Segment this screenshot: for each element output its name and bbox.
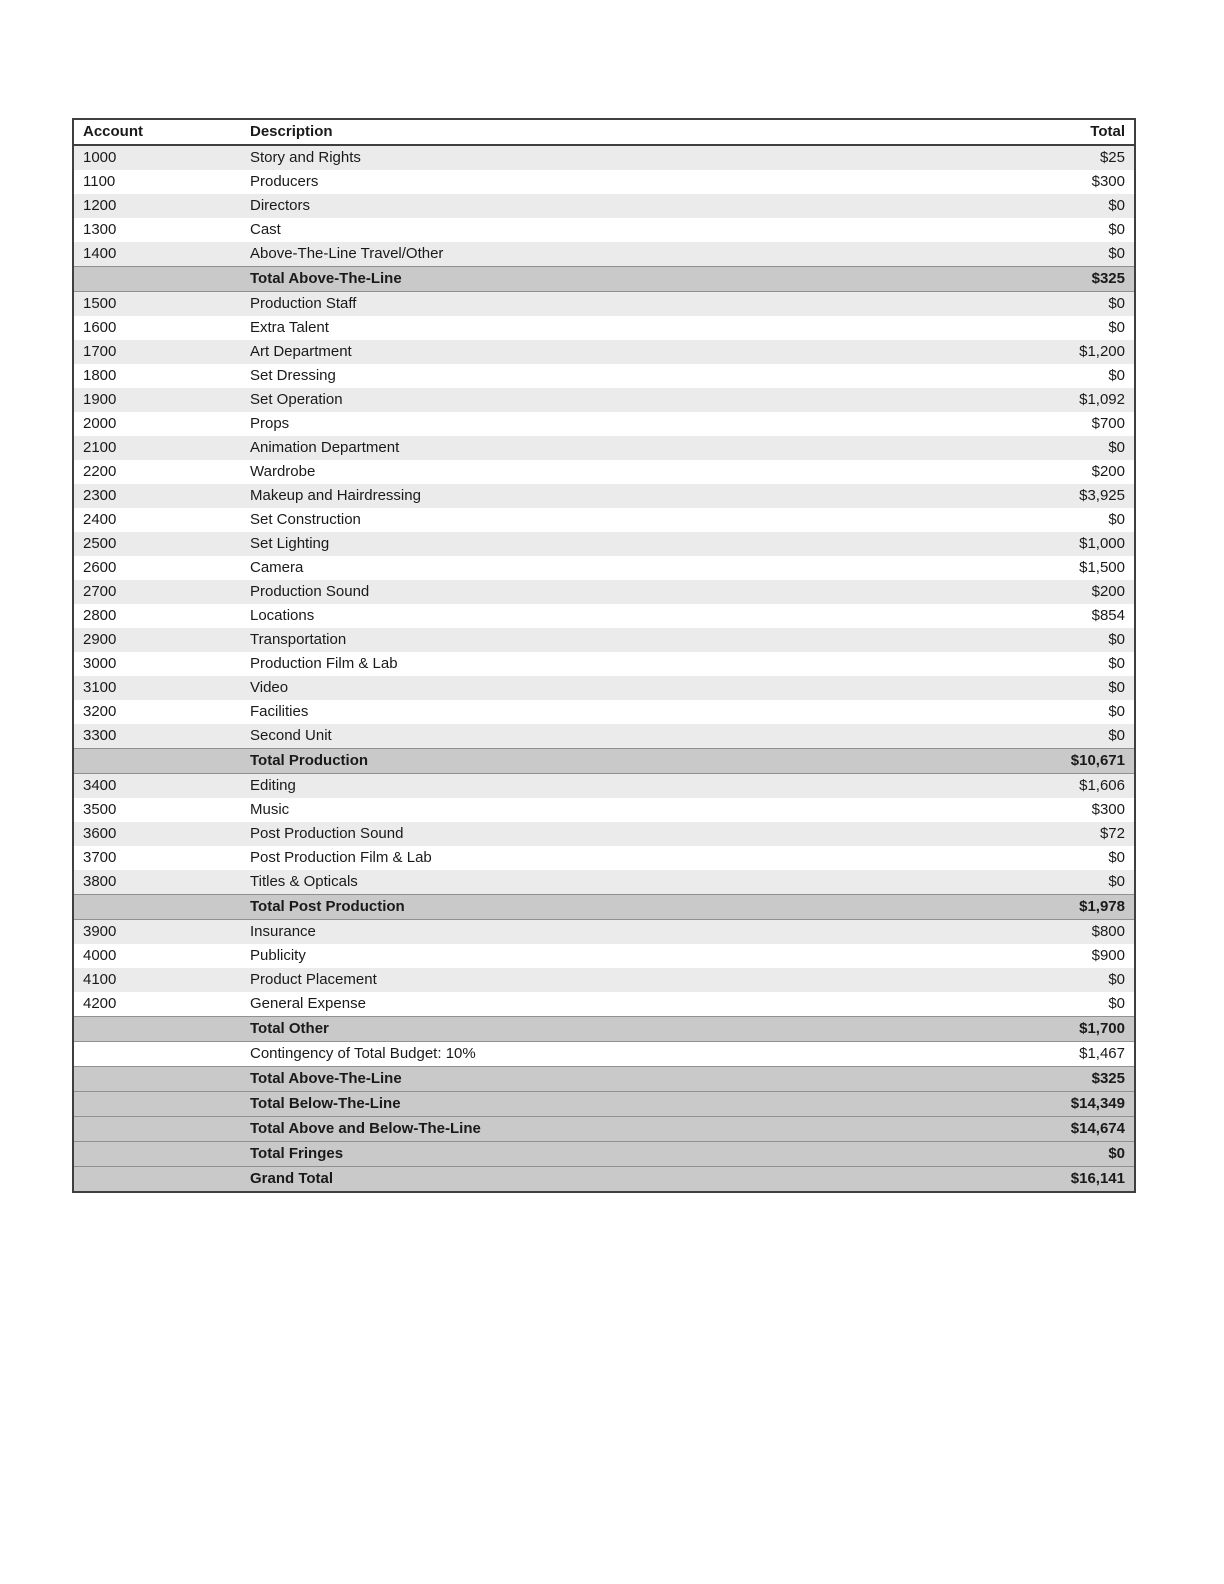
description-cell: Production Sound xyxy=(250,583,370,600)
table-row xyxy=(73,532,1135,556)
section-total-row xyxy=(73,267,1135,292)
table-row xyxy=(73,460,1135,484)
total-cell: $0 xyxy=(1108,873,1125,890)
account-cell: 1100 xyxy=(83,173,116,190)
total-cell: $0 xyxy=(1108,849,1125,866)
table-row xyxy=(73,774,1135,799)
account-cell: 1000 xyxy=(83,149,117,166)
table-row xyxy=(73,292,1135,317)
account-cell xyxy=(73,1067,241,1092)
description-cell: Locations xyxy=(250,607,315,624)
total-cell: $0 xyxy=(1108,1145,1125,1162)
account-cell: 3000 xyxy=(83,655,117,672)
description-cell: Production Film & Lab xyxy=(250,655,398,672)
description-cell: Grand Total xyxy=(250,1170,334,1187)
total-cell: $325 xyxy=(1091,1070,1125,1087)
description-cell: Transportation xyxy=(250,631,347,648)
contingency-row xyxy=(73,1042,1135,1067)
table-row xyxy=(73,676,1135,700)
account-cell xyxy=(73,1092,241,1117)
total-cell: $0 xyxy=(1108,703,1125,720)
total-cell: $200 xyxy=(1091,583,1125,600)
table-row xyxy=(73,316,1135,340)
description-cell: Product Placement xyxy=(250,971,377,988)
description-cell: Story and Rights xyxy=(250,149,361,166)
account-cell: 3200 xyxy=(83,703,117,720)
column-header-description: Description xyxy=(241,119,985,145)
table-row xyxy=(73,218,1135,242)
description-cell: Second Unit xyxy=(250,727,332,744)
account-cell: 4200 xyxy=(83,995,117,1012)
description-cell: Total Above and Below-The-Line xyxy=(250,1120,481,1137)
table-header-row xyxy=(73,119,1135,145)
total-cell: $1,500 xyxy=(1079,559,1125,576)
description-cell: Producers xyxy=(250,173,319,190)
total-cell: $854 xyxy=(1091,607,1125,624)
table-row xyxy=(73,700,1135,724)
account-cell: 3600 xyxy=(83,825,117,842)
total-cell: $0 xyxy=(1108,995,1125,1012)
account-cell xyxy=(73,749,241,774)
column-header-account: Account xyxy=(73,119,241,145)
table-row xyxy=(73,798,1135,822)
total-cell: $1,200 xyxy=(1079,343,1125,360)
description-cell: Total Production xyxy=(250,752,369,769)
total-cell: $0 xyxy=(1108,655,1125,672)
account-cell xyxy=(73,895,241,920)
description-cell: Set Construction xyxy=(250,511,361,528)
account-cell: 4100 xyxy=(83,971,117,988)
total-cell: $1,467 xyxy=(1079,1045,1125,1062)
total-cell: $0 xyxy=(1108,679,1125,696)
total-cell: $0 xyxy=(1108,319,1125,336)
column-header-total: Total xyxy=(985,119,1135,145)
total-cell: $0 xyxy=(1108,367,1125,384)
account-cell: 3400 xyxy=(83,777,117,794)
description-cell: General Expense xyxy=(250,995,366,1012)
total-cell: $72 xyxy=(1099,825,1125,842)
description-cell: Total Above-The-Line xyxy=(250,1070,402,1087)
total-cell: $10,671 xyxy=(1070,752,1125,769)
account-cell: 3800 xyxy=(83,873,117,890)
description-cell: Makeup and Hairdressing xyxy=(250,487,421,504)
total-cell: $1,606 xyxy=(1079,777,1125,794)
total-cell: $300 xyxy=(1091,173,1125,190)
budget-table xyxy=(72,118,1136,1193)
table-row xyxy=(73,340,1135,364)
description-cell: Total Other xyxy=(250,1020,329,1037)
table-row xyxy=(73,580,1135,604)
description-cell: Total Above-The-Line xyxy=(250,270,402,287)
table-row xyxy=(73,145,1135,170)
description-cell: Contingency of Total Budget: 10% xyxy=(250,1045,476,1062)
description-cell: Total Fringes xyxy=(250,1145,344,1162)
total-cell: $0 xyxy=(1108,245,1125,262)
description-cell: Extra Talent xyxy=(250,319,329,336)
table-row xyxy=(73,194,1135,218)
summary-total-row xyxy=(73,1117,1135,1142)
total-cell: $1,700 xyxy=(1079,1020,1125,1037)
account-cell xyxy=(73,1042,241,1067)
description-cell: Production Staff xyxy=(250,295,357,312)
description-cell: Props xyxy=(250,415,290,432)
account-cell: 2100 xyxy=(83,439,117,456)
total-cell: $0 xyxy=(1108,439,1125,456)
description-cell: Music xyxy=(250,801,290,818)
description-cell: Titles & Opticals xyxy=(250,873,358,890)
account-cell: 3700 xyxy=(83,849,117,866)
table-row xyxy=(73,724,1135,749)
total-cell: $1,000 xyxy=(1079,535,1125,552)
description-cell: Camera xyxy=(250,559,304,576)
description-cell: Above-The-Line Travel/Other xyxy=(250,245,444,262)
table-row xyxy=(73,968,1135,992)
total-cell: $16,141 xyxy=(1070,1170,1125,1187)
account-cell: 1900 xyxy=(83,391,117,408)
description-cell: Post Production Sound xyxy=(250,825,404,842)
account-cell: 2400 xyxy=(83,511,117,528)
total-cell: $3,925 xyxy=(1079,487,1125,504)
table-row xyxy=(73,436,1135,460)
total-cell: $900 xyxy=(1091,947,1125,964)
account-cell xyxy=(73,1142,241,1167)
description-cell: Art Department xyxy=(250,343,352,360)
total-cell: $0 xyxy=(1108,631,1125,648)
total-cell: $325 xyxy=(1091,270,1125,287)
total-cell: $0 xyxy=(1108,511,1125,528)
total-cell: $800 xyxy=(1091,923,1125,940)
account-cell: 2000 xyxy=(83,415,117,432)
account-cell: 1500 xyxy=(83,295,117,312)
total-cell: $300 xyxy=(1091,801,1125,818)
account-cell xyxy=(73,267,241,292)
table-row xyxy=(73,364,1135,388)
description-cell: Insurance xyxy=(250,923,316,940)
table-row xyxy=(73,944,1135,968)
description-cell: Video xyxy=(250,679,289,696)
account-cell xyxy=(73,1017,241,1042)
total-cell: $200 xyxy=(1091,463,1125,480)
account-cell: 1300 xyxy=(83,221,117,238)
account-cell: 3500 xyxy=(83,801,117,818)
account-cell: 2600 xyxy=(83,559,117,576)
description-cell: Publicity xyxy=(250,947,306,964)
table-row xyxy=(73,388,1135,412)
account-cell: 2900 xyxy=(83,631,117,648)
account-cell: 2700 xyxy=(83,583,117,600)
table-row xyxy=(73,412,1135,436)
account-cell xyxy=(73,1167,241,1193)
table-row xyxy=(73,870,1135,895)
account-cell: 3900 xyxy=(83,923,117,940)
table-row xyxy=(73,484,1135,508)
account-cell: 1200 xyxy=(83,197,117,214)
description-cell: Wardrobe xyxy=(250,463,316,480)
table-row xyxy=(73,556,1135,580)
account-cell: 1600 xyxy=(83,319,117,336)
total-cell: $700 xyxy=(1091,415,1125,432)
total-cell: $0 xyxy=(1108,197,1125,214)
account-cell: 3100 xyxy=(83,679,117,696)
table-body xyxy=(73,145,1135,1192)
summary-total-row xyxy=(73,1092,1135,1117)
account-cell xyxy=(73,1117,241,1142)
summary-total-row xyxy=(73,1167,1135,1193)
account-cell: 3300 xyxy=(83,727,117,744)
account-cell: 1400 xyxy=(83,245,117,262)
description-cell: Set Operation xyxy=(250,391,343,408)
account-cell: 4000 xyxy=(83,947,117,964)
description-cell: Total Below-The-Line xyxy=(250,1095,401,1112)
section-total-row xyxy=(73,1017,1135,1042)
section-total-row xyxy=(73,895,1135,920)
table-row xyxy=(73,604,1135,628)
table-row xyxy=(73,628,1135,652)
account-cell: 2200 xyxy=(83,463,117,480)
table-row xyxy=(73,822,1135,846)
description-cell: Editing xyxy=(250,777,296,794)
section-total-row xyxy=(73,749,1135,774)
description-cell: Set Lighting xyxy=(250,535,330,552)
description-cell: Post Production Film & Lab xyxy=(250,849,432,866)
description-cell: Total Post Production xyxy=(250,898,405,915)
summary-total-row xyxy=(73,1142,1135,1167)
total-cell: $14,674 xyxy=(1070,1120,1125,1137)
description-cell: Cast xyxy=(250,221,281,238)
description-cell: Set Dressing xyxy=(250,367,336,384)
account-cell: 1800 xyxy=(83,367,117,384)
total-cell: $1,092 xyxy=(1079,391,1125,408)
account-cell: 1700 xyxy=(83,343,117,360)
summary-total-row xyxy=(73,1067,1135,1092)
description-cell: Directors xyxy=(250,197,311,214)
account-cell: 2800 xyxy=(83,607,117,624)
total-cell: $0 xyxy=(1108,971,1125,988)
table-row xyxy=(73,242,1135,267)
total-cell: $1,978 xyxy=(1079,898,1125,915)
account-cell: 2300 xyxy=(83,487,117,504)
account-cell: 2500 xyxy=(83,535,117,552)
total-cell: $25 xyxy=(1099,149,1125,166)
table-row xyxy=(73,846,1135,870)
table-row xyxy=(73,170,1135,194)
table-row xyxy=(73,508,1135,532)
description-cell: Facilities xyxy=(250,703,309,720)
total-cell: $0 xyxy=(1108,221,1125,238)
table-row xyxy=(73,992,1135,1017)
table-row xyxy=(73,920,1135,945)
description-cell: Animation Department xyxy=(250,439,400,456)
table-row xyxy=(73,652,1135,676)
total-cell: $0 xyxy=(1108,295,1125,312)
total-cell: $0 xyxy=(1108,727,1125,744)
total-cell: $14,349 xyxy=(1070,1095,1125,1112)
